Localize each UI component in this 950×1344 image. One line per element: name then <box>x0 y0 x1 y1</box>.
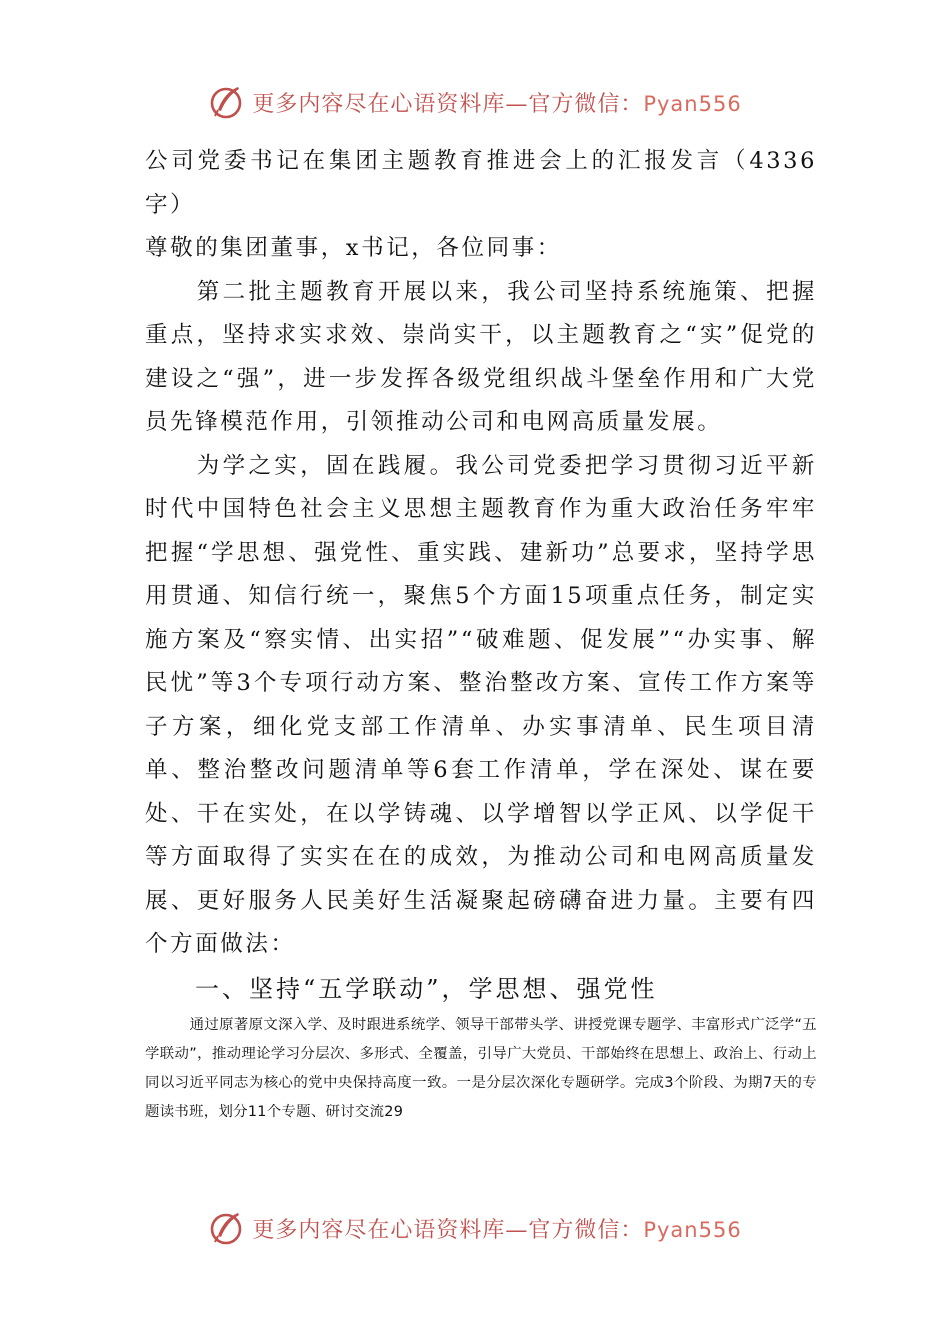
section-body: 通过原著原文深入学、及时跟进系统学、领导干部带头学、讲授党课专题学、丰富形式广泛学“五学联动”，推动理论学习分层次、多形式、全覆盖，引导广大党员、干部始终在思想上、政治上、行动上同以习近平同志为核心的党中央保持高度一致。一是分层次深化专题研学。完成3个阶段、为期7天的专题读书班，划分11个专题、研讨交流29 <box>145 1016 817 1120</box>
banner-text: 更多内容尽在心语资料库—官方微信：Pyan556 <box>252 1217 742 1243</box>
header-banner <box>0 82 950 122</box>
quill-pen-logo-icon <box>208 84 244 120</box>
salutation: 尊敬的集团董事，x书记，各位同事： <box>145 235 562 261</box>
paragraph-learning: 为学之实，固在践履。我公司党委把学习贯彻习近平新时代中国特色社会主义思想主题教育作为重大政治任务牢牢把握“学思想、强党性、重实践、建新功”总要求，坚持学思用贯通、知信行统一，聚焦5个方面15项重点任务，制定实施方案及“察实情、出实招”“破难题、促发展”“办实事、解民忧”等3个专项行动方案、整治整改方案、宣传工作方案等子方案，细化党支部工作清单、办实事清单、民生项目清单、整治整改问题清单等6套工作清单，学在深处、谋在要处、干在实处，在以学铸魂、以学增智以学正风、以学促干等方面取得了实实在在的成效，为推动公司和电网高质量发展、更好服务人民美好生活凝聚起磅礴奋进力量。主要有四个方面做法： <box>145 452 817 957</box>
quill-pen-logo-icon <box>208 1210 244 1246</box>
document-body <box>145 140 817 1127</box>
document-title: 公司党委书记在集团主题教育推进会上的汇报发言（4336字） <box>145 148 817 218</box>
banner-text: 更多内容尽在心语资料库—官方微信：Pyan556 <box>252 91 742 117</box>
footer-banner <box>0 1208 950 1248</box>
section-heading: 一、坚持“五学联动”，学思想、强党性 <box>195 974 658 1003</box>
paragraph-intro: 第二批主题教育开展以来，我公司坚持系统施策、把握重点，坚持求实求效、崇尚实干，以主题教育之“实”促党的建设之“强”，进一步发挥各级党组织战斗堡垒作用和广大党员先锋模范作用，引领推动公司和电网高质量发展。 <box>145 278 817 435</box>
